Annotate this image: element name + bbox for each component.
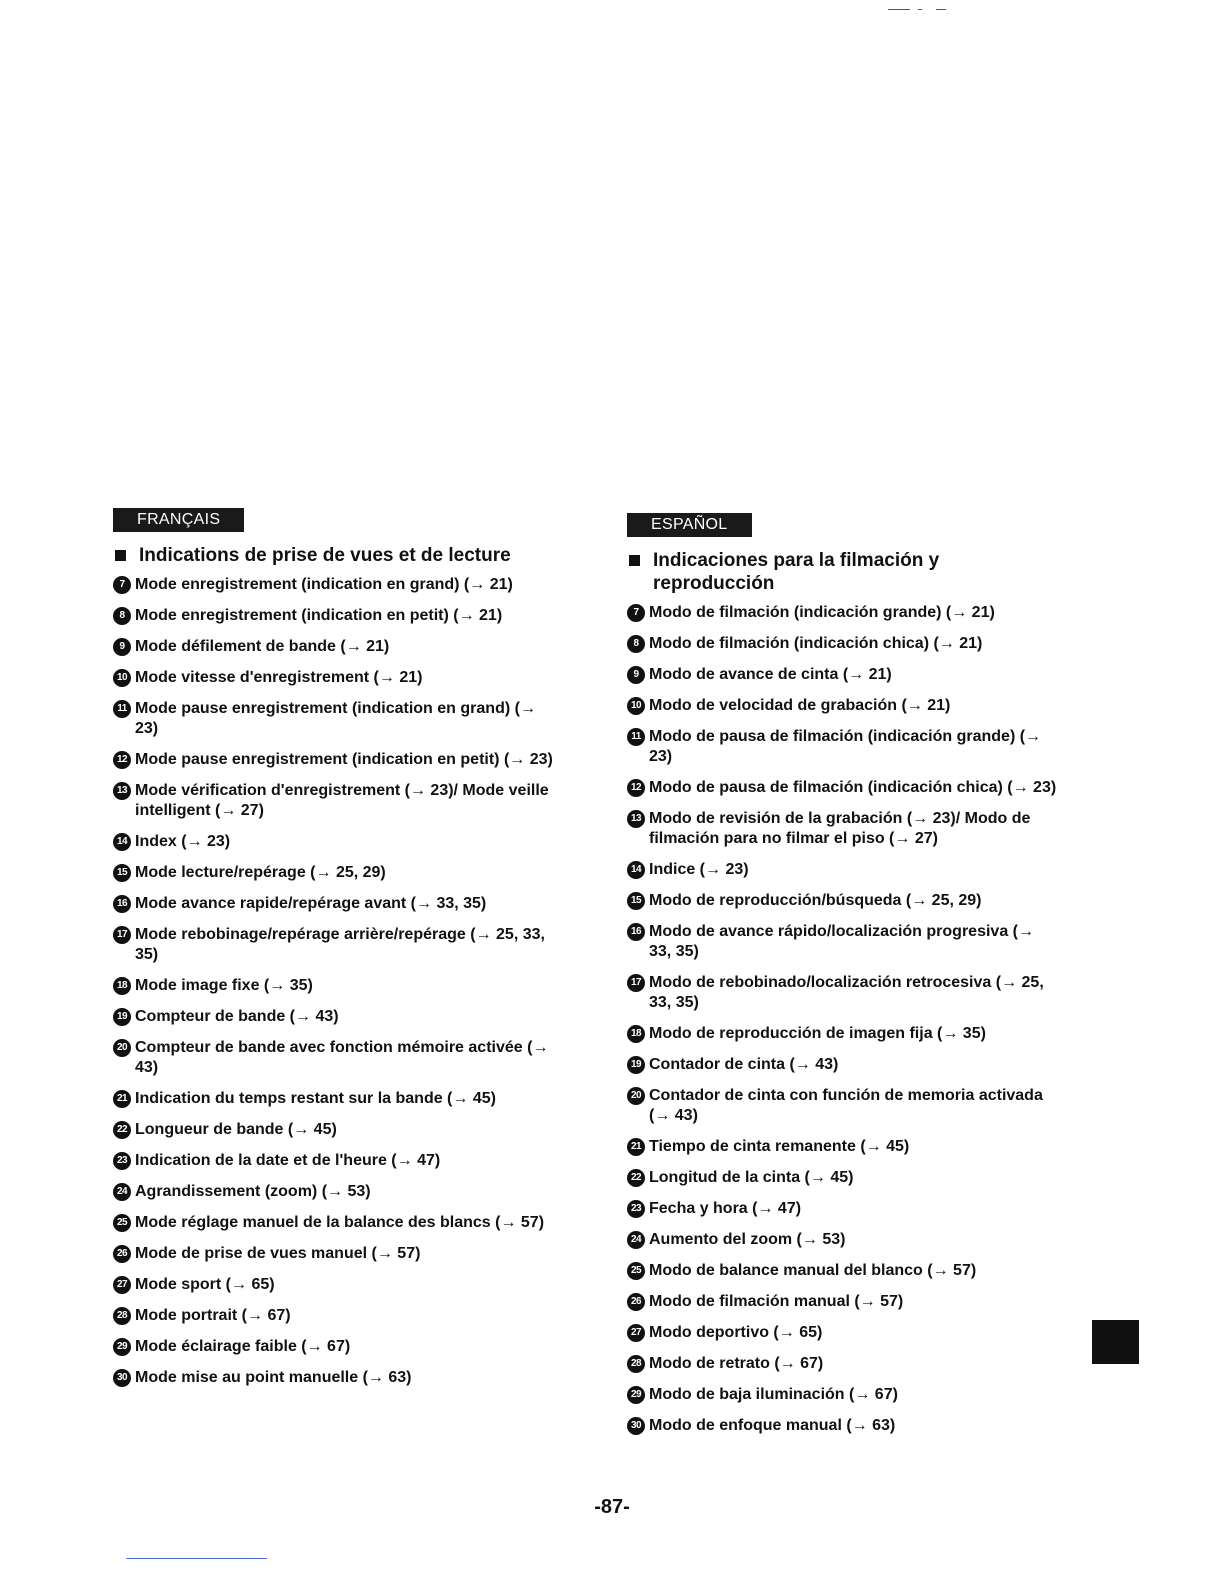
circled-number-icon: 27 bbox=[113, 1276, 131, 1294]
circled-number-icon: 26 bbox=[627, 1293, 645, 1311]
circled-number-icon: 12 bbox=[113, 751, 131, 769]
list-item bbox=[113, 1306, 553, 1326]
circled-number-icon: 13 bbox=[627, 810, 645, 828]
list-item bbox=[113, 781, 553, 821]
list-item bbox=[627, 1385, 1057, 1405]
list-item bbox=[113, 894, 553, 914]
circled-number-icon: 29 bbox=[113, 1338, 131, 1356]
circled-number-icon: 19 bbox=[113, 1008, 131, 1026]
item-text: Mode mise au point manuelle (→ 63) bbox=[135, 1369, 412, 1386]
circled-number-icon: 21 bbox=[113, 1090, 131, 1108]
circled-number-icon: 26 bbox=[113, 1245, 131, 1263]
item-text: Contador de cinta con función de memoria activada (→ 43) bbox=[649, 1087, 1043, 1124]
circled-number-icon: 9 bbox=[627, 666, 645, 684]
circled-number-icon: 14 bbox=[113, 833, 131, 851]
list-item bbox=[627, 1292, 1057, 1312]
item-text: Modo de reproducción de imagen fija (→ 35) bbox=[649, 1025, 986, 1042]
list-item bbox=[113, 976, 553, 996]
scan-mark bbox=[888, 9, 948, 12]
list-item bbox=[113, 1182, 553, 1202]
circled-number-icon: 23 bbox=[113, 1152, 131, 1170]
item-text: Mode éclairage faible (→ 67) bbox=[135, 1338, 351, 1355]
item-text: Modo deportivo (→ 65) bbox=[649, 1324, 823, 1341]
list-item bbox=[627, 973, 1057, 1013]
item-text: Mode sport (→ 65) bbox=[135, 1276, 275, 1293]
circled-number-icon: 11 bbox=[627, 728, 645, 746]
list-item bbox=[627, 1086, 1057, 1126]
circled-number-icon: 19 bbox=[627, 1056, 645, 1074]
circled-number-icon: 9 bbox=[113, 638, 131, 656]
list-item bbox=[113, 1007, 553, 1027]
circled-number-icon: 10 bbox=[627, 697, 645, 715]
indication-list-espanol bbox=[627, 603, 1057, 1436]
list-item bbox=[627, 1354, 1057, 1374]
heading-text: Indications de prise de vues et de lecture bbox=[139, 545, 511, 566]
circled-number-icon: 24 bbox=[113, 1183, 131, 1201]
item-text: Mode enregistrement (indication en petit) (→ 21) bbox=[135, 607, 503, 624]
item-text: Modo de baja iluminación (→ 67) bbox=[649, 1386, 898, 1403]
circled-number-icon: 15 bbox=[627, 892, 645, 910]
section-heading-espanol bbox=[627, 549, 1057, 595]
item-text: Mode défilement de bande (→ 21) bbox=[135, 638, 390, 655]
list-item bbox=[627, 1137, 1057, 1157]
list-item bbox=[113, 668, 553, 688]
heading-text: Indicaciones para la filmación y reproducción bbox=[653, 550, 940, 594]
list-item bbox=[113, 1151, 553, 1171]
circled-number-icon: 22 bbox=[113, 1121, 131, 1139]
item-text: Index (→ 23) bbox=[135, 833, 231, 850]
circled-number-icon: 20 bbox=[113, 1039, 131, 1057]
item-text: Modo de avance rápido/localización progresiva (→ 33, 35) bbox=[649, 923, 1034, 960]
section-tab-marker bbox=[1092, 1320, 1139, 1364]
list-item bbox=[113, 606, 553, 626]
item-text: Mode enregistrement (indication en grand) (→ 21) bbox=[135, 576, 513, 593]
list-item bbox=[627, 634, 1057, 654]
item-text: Mode avance rapide/repérage avant (→ 33, 35) bbox=[135, 895, 487, 912]
list-item bbox=[113, 699, 553, 739]
circled-number-icon: 25 bbox=[113, 1214, 131, 1232]
circled-number-icon: 17 bbox=[113, 926, 131, 944]
circled-number-icon: 13 bbox=[113, 782, 131, 800]
list-item bbox=[627, 603, 1057, 623]
circled-number-icon: 20 bbox=[627, 1087, 645, 1105]
square-bullet-icon bbox=[629, 555, 640, 566]
circled-number-icon: 28 bbox=[627, 1355, 645, 1373]
list-item bbox=[627, 1168, 1057, 1188]
item-text: Contador de cinta (→ 43) bbox=[649, 1056, 839, 1073]
list-item bbox=[627, 1230, 1057, 1250]
language-tag-francais: FRANÇAIS bbox=[113, 508, 244, 532]
circled-number-icon: 7 bbox=[627, 604, 645, 622]
list-item bbox=[113, 1213, 553, 1233]
item-text: Mode pause enregistrement (indication en grand) (→ 23) bbox=[135, 700, 536, 737]
circled-number-icon: 14 bbox=[627, 861, 645, 879]
item-text: Modo de pausa de filmación (indicación chica) (→ 23) bbox=[649, 779, 1057, 796]
circled-number-icon: 18 bbox=[113, 977, 131, 995]
page-number: -87- bbox=[594, 1496, 630, 1518]
item-text: Modo de reproducción/búsqueda (→ 25, 29) bbox=[649, 892, 982, 909]
circled-number-icon: 17 bbox=[627, 974, 645, 992]
circled-number-icon: 8 bbox=[113, 607, 131, 625]
item-text: Modo de avance de cinta (→ 21) bbox=[649, 666, 892, 683]
circled-number-icon: 12 bbox=[627, 779, 645, 797]
circled-number-icon: 28 bbox=[113, 1307, 131, 1325]
list-item bbox=[627, 1261, 1057, 1281]
item-text: Indication du temps restant sur la bande (→ 45) bbox=[135, 1090, 496, 1107]
circled-number-icon: 16 bbox=[113, 895, 131, 913]
bottom-rule bbox=[126, 1558, 267, 1559]
item-text: Fecha y hora (→ 47) bbox=[649, 1200, 802, 1217]
circled-number-icon: 7 bbox=[113, 576, 131, 594]
circled-number-icon: 15 bbox=[113, 864, 131, 882]
item-text: Mode lecture/repérage (→ 25, 29) bbox=[135, 864, 386, 881]
list-item bbox=[627, 809, 1057, 849]
item-text: Mode de prise de vues manuel (→ 57) bbox=[135, 1245, 421, 1262]
list-item bbox=[113, 1368, 553, 1388]
item-text: Mode rebobinage/repérage arrière/repérage (→ 25, 33, 35) bbox=[135, 926, 545, 963]
list-item bbox=[627, 727, 1057, 767]
item-text: Modo de enfoque manual (→ 63) bbox=[649, 1417, 896, 1434]
list-item bbox=[113, 863, 553, 883]
circled-number-icon: 30 bbox=[627, 1417, 645, 1435]
list-item bbox=[113, 1275, 553, 1295]
circled-number-icon: 24 bbox=[627, 1231, 645, 1249]
item-text: Indication de la date et de l'heure (→ 47) bbox=[135, 1152, 441, 1169]
item-text: Modo de filmación (indicación grande) (→ 21) bbox=[649, 604, 995, 621]
indication-list-francais bbox=[113, 575, 553, 1388]
circled-number-icon: 23 bbox=[627, 1200, 645, 1218]
francais-column bbox=[113, 508, 553, 1399]
list-item bbox=[113, 1120, 553, 1140]
item-text: Modo de rebobinado/localización retrocesiva (→ 25, 33, 35) bbox=[649, 974, 1044, 1011]
circled-number-icon: 27 bbox=[627, 1324, 645, 1342]
item-text: Modo de filmación (indicación chica) (→ 21) bbox=[649, 635, 983, 652]
item-text: Modo de pausa de filmación (indicación grande) (→ 23) bbox=[649, 728, 1042, 765]
item-text: Modo de velocidad de grabación (→ 21) bbox=[649, 697, 951, 714]
list-item bbox=[627, 1055, 1057, 1075]
circled-number-icon: 22 bbox=[627, 1169, 645, 1187]
list-item bbox=[627, 860, 1057, 880]
item-text: Mode portrait (→ 67) bbox=[135, 1307, 291, 1324]
circled-number-icon: 18 bbox=[627, 1025, 645, 1043]
section-heading-francais bbox=[113, 544, 553, 567]
circled-number-icon: 29 bbox=[627, 1386, 645, 1404]
language-tag-espanol: ESPAÑOL bbox=[627, 513, 752, 537]
item-text: Mode image fixe (→ 35) bbox=[135, 977, 313, 994]
list-item bbox=[627, 1323, 1057, 1343]
square-bullet-icon bbox=[115, 550, 126, 561]
list-item bbox=[113, 637, 553, 657]
item-text: Mode vérification d'enregistrement (→ 23)/ Mode veille intelligent (→ 27) bbox=[135, 782, 549, 819]
circled-number-icon: 11 bbox=[113, 700, 131, 718]
item-text: Indice (→ 23) bbox=[649, 861, 749, 878]
list-item bbox=[627, 1416, 1057, 1436]
item-text: Tiempo de cinta remanente (→ 45) bbox=[649, 1138, 910, 1155]
list-item bbox=[113, 1089, 553, 1109]
item-text: Mode pause enregistrement (indication en petit) (→ 23) bbox=[135, 751, 553, 768]
item-text: Modo de revisión de la grabación (→ 23)/ Modo de filmación para no filmar el piso (→ 27) bbox=[649, 810, 1031, 847]
list-item bbox=[627, 665, 1057, 685]
item-text: Aumento del zoom (→ 53) bbox=[649, 1231, 846, 1248]
item-text: Compteur de bande (→ 43) bbox=[135, 1008, 339, 1025]
item-text: Modo de balance manual del blanco (→ 57) bbox=[649, 1262, 977, 1279]
list-item bbox=[113, 1244, 553, 1264]
item-text: Agrandissement (zoom) (→ 53) bbox=[135, 1183, 371, 1200]
list-item bbox=[113, 750, 553, 770]
list-item bbox=[627, 696, 1057, 716]
item-text: Longitud de la cinta (→ 45) bbox=[649, 1169, 854, 1186]
circled-number-icon: 16 bbox=[627, 923, 645, 941]
item-text: Longueur de bande (→ 45) bbox=[135, 1121, 337, 1138]
item-text: Mode vitesse d'enregistrement (→ 21) bbox=[135, 669, 423, 686]
item-text: Modo de retrato (→ 67) bbox=[649, 1355, 824, 1372]
circled-number-icon: 21 bbox=[627, 1138, 645, 1156]
item-text: Modo de filmación manual (→ 57) bbox=[649, 1293, 904, 1310]
list-item bbox=[627, 1199, 1057, 1219]
circled-number-icon: 25 bbox=[627, 1262, 645, 1280]
list-item bbox=[627, 891, 1057, 911]
list-item bbox=[627, 778, 1057, 798]
list-item bbox=[113, 575, 553, 595]
list-item bbox=[627, 922, 1057, 962]
list-item bbox=[113, 1038, 553, 1078]
item-text: Compteur de bande avec fonction mémoire activée (→ 43) bbox=[135, 1039, 549, 1076]
list-item bbox=[627, 1024, 1057, 1044]
espanol-column bbox=[627, 513, 1057, 1447]
circled-number-icon: 30 bbox=[113, 1369, 131, 1387]
circled-number-icon: 10 bbox=[113, 669, 131, 687]
list-item bbox=[113, 1337, 553, 1357]
list-item bbox=[113, 925, 553, 965]
circled-number-icon: 8 bbox=[627, 635, 645, 653]
list-item bbox=[113, 832, 553, 852]
item-text: Mode réglage manuel de la balance des blancs (→ 57) bbox=[135, 1214, 545, 1231]
